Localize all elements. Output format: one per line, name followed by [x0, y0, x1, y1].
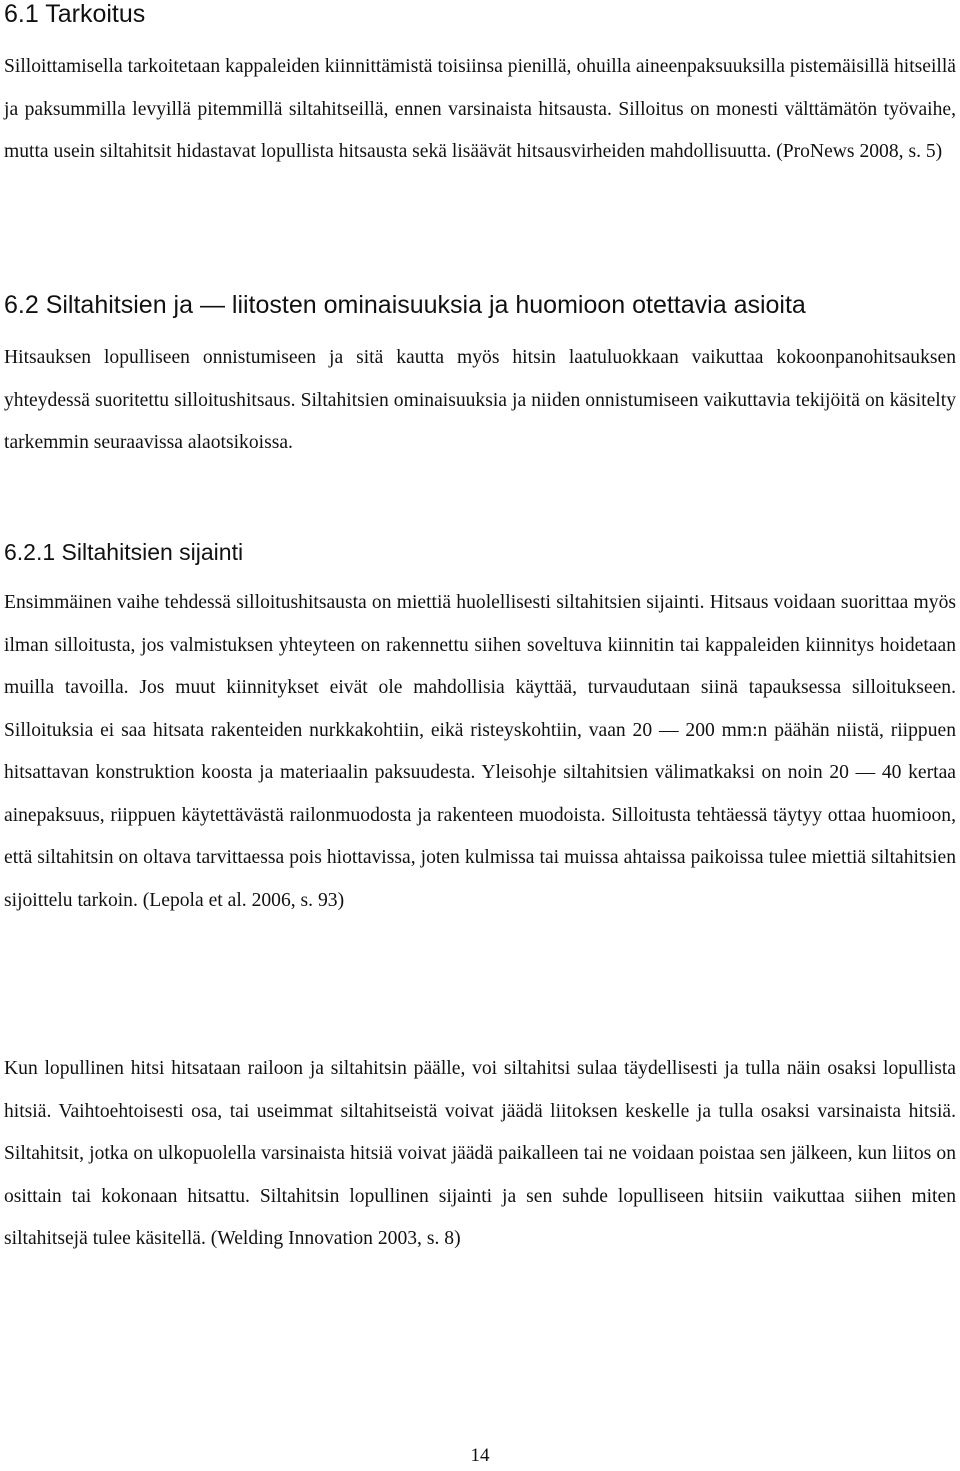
paragraph-tarkoitus: Silloittamisella tarkoitetaan kappaleiden kiinnittämistä toisiinsa pienillä, ohuilla aineenpaksuuksilla pistemäisillä hitseillä ja paksummilla levyillä pitemmillä siltahitseillä, ennen varsinaista hitsausta. Silloitus on monesti välttämätön työvaihe, mutta usein siltahitsit hidastavat lopullista hitsausta sekä lisäävät hitsausvirheiden mahdollisuutta. (ProNews 2008, s. 5): [4, 56, 956, 162]
subsection-heading-siltahitsien-sijainti: 6.2.1 Siltahitsien sijainti: [4, 539, 244, 565]
paragraph-siltahitsien-ominaisuuksia: Hitsauksen lopulliseen onnistumiseen ja sitä kautta myös hitsin laatuluokkaan vaikuttaa kokoonpanohitsauksen yhteydessä suoritettu silloitushitsaus. Siltahitsien ominaisuuksia ja niiden onnistumiseen vaikuttavia tekijöitä on käsitelty tarkemmin seuraavissa alaotsikoissa.: [4, 347, 956, 453]
section-heading-tarkoitus: 6.1 Tarkoitus: [4, 0, 146, 28]
paragraph-siltahitsien-sijainti-1: Ensimmäinen vaihe tehdessä silloitushitsausta on miettiä huolellisesti siltahitsien sijainti. Hitsaus voidaan suorittaa myös ilman silloitusta, jos valmistuksen yhteyteen on rakennettu siihen soveltuva kiinnitin tai kappaleiden kiinnitys hoidetaan muilla tavoilla. Jos muut kiinnitykset eivät ole mahdollisia käyttää, turvaudutaan siinä tapauksessa silloitukseen. Silloituksia ei saa hitsata rakenteiden nurkkakohtiin, eikä risteyskohtiin, vaan 20 — 200 mm:n päähän niistä, riippuen hitsattavan konstruktion koosta ja materiaalin paksuudesta. Yleisohje siltahitsien välimatkaksi on noin 20 — 40 kertaa ainepaksuus, riippuen käytettävästä railonmuodosta ja rakenteen muodoista. Silloitusta tehtäessä täytyy ottaa huomioon, että siltahitsin on oltava tarvittaessa pois hiottavissa, joten kulmissa tai muissa ahtaissa paikoissa tulee miettiä siltahitsien sijoittelu tarkoin. (Lepola et al. 2006, s. 93): [4, 592, 956, 911]
page-number: 14: [470, 1445, 490, 1466]
section-heading-siltahitsien-ominaisuuksia: 6.2 Siltahitsien ja — liitosten ominaisuuksia ja huomioon otettavia asioita: [4, 291, 806, 319]
paragraph-siltahitsien-sijainti-2: Kun lopullinen hitsi hitsataan railoon ja siltahitsin päälle, voi siltahitsi sulaa täydellisesti ja tulla näin osaksi lopullista hitsiä. Vaihtoehtoisesti osa, tai useimmat siltahitseistä voivat jäädä liitoksen keskelle ja tulla osaksi varsinaista hitsiä. Siltahitsit, jotka on ulkopuolella varsinaista hitsiä voivat jäädä paikalleen tai ne voidaan poistaa sen jälkeen, kun liitos on osittain tai kokonaan hitsattu. Siltahitsin lopullinen sijainti ja sen suhde lopulliseen hitsiin vaikuttaa siihen miten siltahitsejä tulee käsitellä. (Welding Innovation 2003, s. 8): [4, 1058, 956, 1249]
